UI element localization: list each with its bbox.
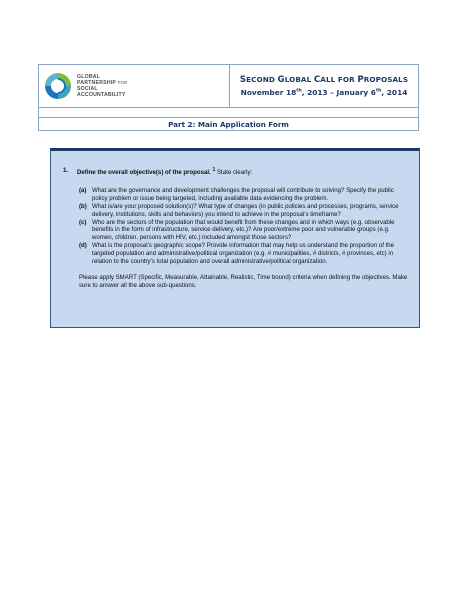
call-title-part: ALL FOR (320, 75, 358, 84)
org-name-line: SOCIAL (77, 86, 98, 92)
dates-end-sup: th (375, 88, 382, 94)
org-name-word: PARTNERSHIP (77, 79, 116, 86)
org-name-line: ACCOUNTABILITY (77, 92, 126, 99)
call-title-initial: S (239, 75, 247, 85)
footnote-ref: 1 (212, 167, 216, 173)
sub-question-text: What is the proposal’s geographic scope? Provide information that may help us understand the proportion of the targeted population and administrative/political organization (e.g. # municipalities, # districts, # provinces, etc) in relation to the country’s total population and overall administrative/political organization. (92, 242, 395, 266)
header-spacer-row (38, 108, 419, 118)
header-table (38, 64, 419, 108)
dates-middle: , 2013 – January 6 (301, 88, 376, 97)
dates-end: , 2014 (381, 88, 408, 97)
smart-criteria-note: Please apply SMART (Specific, Measurable, Attainable, Realistic, Time bound) criteria when defining the objectives. Make sure to answer all the above sub-questions. (79, 274, 408, 289)
question-box (50, 148, 420, 328)
call-title-initial: C (313, 75, 321, 85)
call-title-cell (230, 65, 418, 107)
sub-question (79, 187, 409, 203)
sub-question-letter: (d) (79, 242, 87, 250)
org-name-line: GLOBAL (77, 73, 101, 80)
sub-question-letter: (c) (79, 218, 87, 226)
call-dates (241, 88, 408, 97)
sub-question-text: Who are the sectors of the population that would benefit from these changes and in which ways (e.g. observable benefits in the form of infrastructure, service delivery, etc.)? Are poor/extreme poor and vulnerable groups (e.g. women, children, persons with HIV, etc.) included amongst those sectors? (92, 218, 395, 242)
org-name-for: FOR (117, 79, 128, 85)
call-title-part: ECOND (246, 75, 278, 84)
question-lead: Define the overall objective(s) of the proposal. (77, 169, 211, 177)
sub-question-list (79, 187, 409, 266)
globe-logo-icon (44, 72, 72, 100)
sub-question (79, 219, 409, 243)
part-title-row (38, 118, 419, 131)
sub-question (79, 203, 409, 219)
call-title-initial: P (357, 75, 364, 85)
question-lead-tail: State clearly: (215, 169, 253, 177)
call-title-part: ROPOSALS (363, 75, 409, 84)
dates-start-sup: th (296, 88, 302, 94)
question-heading (63, 167, 409, 177)
part-title: Part 2: Main Application Form (168, 119, 289, 129)
sub-question-letter: (a) (79, 186, 87, 194)
dates-start: November 18 (240, 88, 297, 97)
logo-cell (39, 65, 230, 107)
call-title-part: LOBAL (284, 75, 314, 84)
sub-question (79, 242, 409, 266)
question-number: 1. (63, 167, 69, 174)
question-lead-wrap (77, 167, 252, 177)
sub-question-text: What are the governance and development challenges the proposal will contribute to solving? Specify the public policy problem or issue being targeted, including available data evidencing the problem. (92, 186, 394, 202)
org-name (77, 74, 127, 99)
sub-question-letter: (b) (79, 202, 87, 210)
sub-question-text: What is/are your proposed solution(s)? What type of changes (in public policies and processes, programs, service delivery, institutions, skills and behaviors) you intend to achieve in the proposal’s timeframe? (92, 202, 399, 218)
call-title (240, 75, 408, 85)
call-title-initial: G (277, 75, 285, 85)
